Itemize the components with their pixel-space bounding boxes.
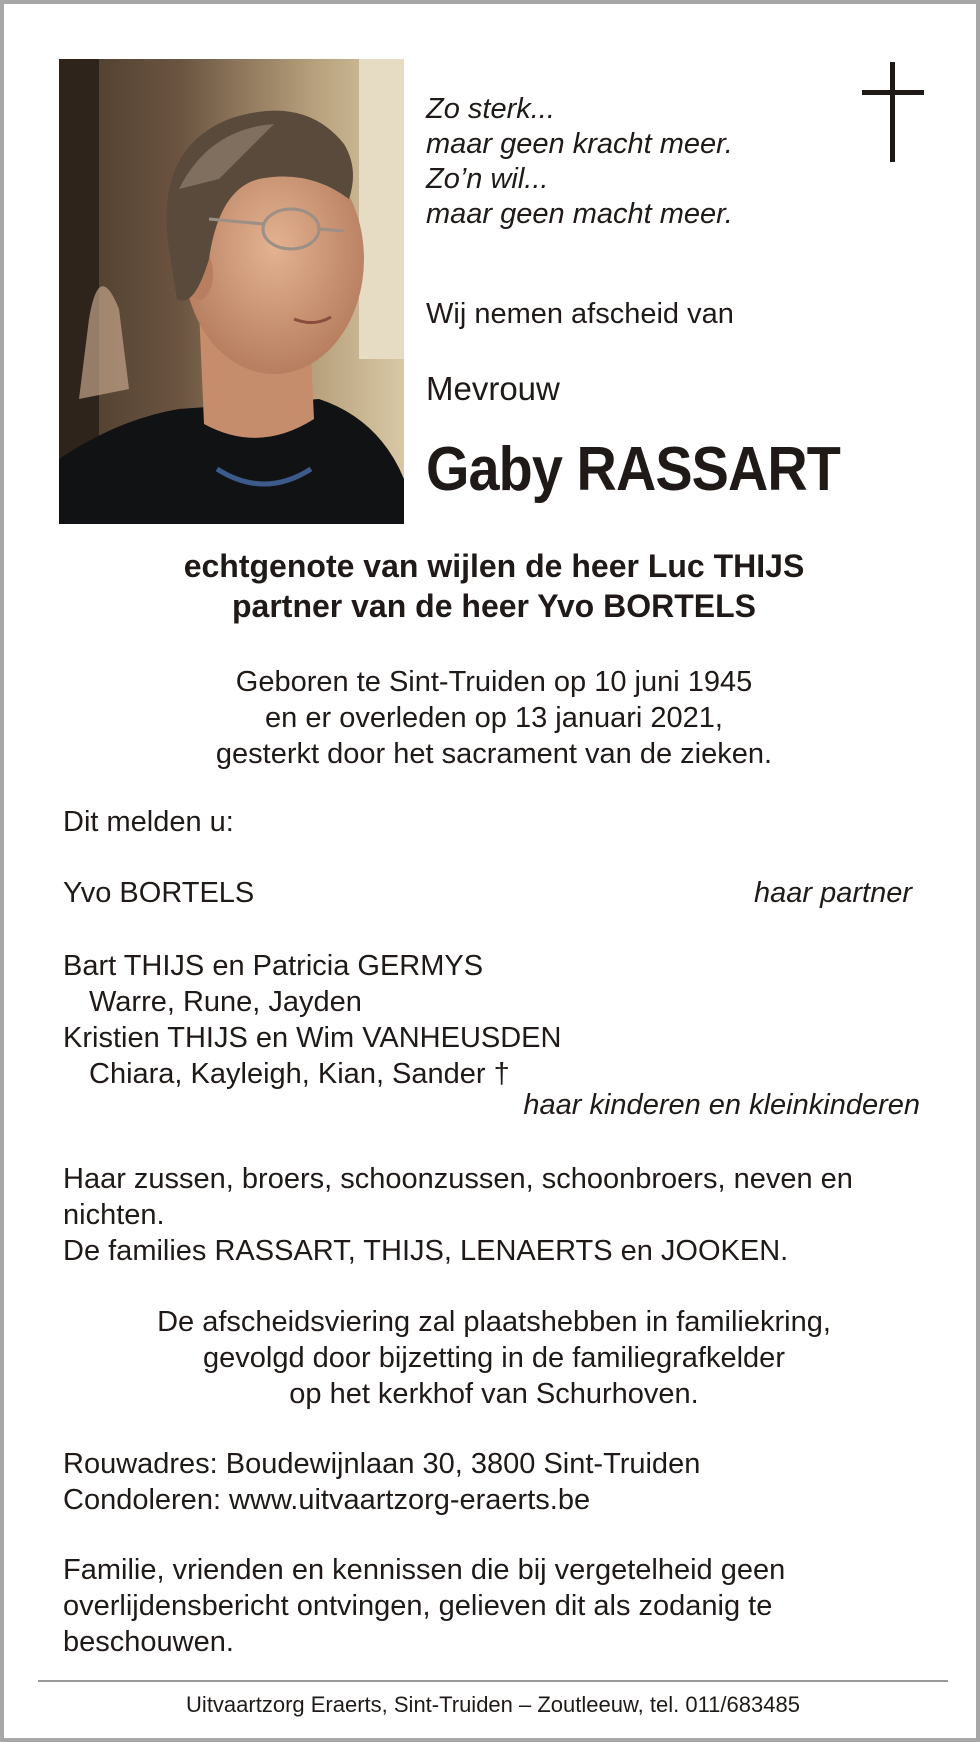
mourning-address: Rouwadres: Boudewijnlaan 30, 3800 Sint-Truiden <box>63 1448 701 1480</box>
notice-note: Familie, vrienden en kennissen die bij vergetelheid geen overlijdensbericht ontvingen, gelieven dit als zodanig te beschouwen. <box>63 1554 786 1658</box>
ceremony-line-1: De afscheidsviering zal plaatshebben in familiekring, <box>157 1306 831 1338</box>
poem-line-2: maar geen kracht meer. <box>426 128 733 160</box>
extended-family <box>63 1161 933 1269</box>
ceremony-info <box>44 1304 944 1412</box>
family-line: Bart THIJS en Patricia GERMYS <box>63 950 484 982</box>
relation-spouse: echtgenote van wijlen de heer Luc THIJS <box>183 548 805 584</box>
portrait-photo <box>59 59 404 524</box>
contact-info <box>63 1446 700 1518</box>
partner-name: Yvo BORTELS <box>63 877 255 909</box>
birth-death-info <box>44 664 944 772</box>
poem-line-4: maar geen macht meer. <box>426 198 733 230</box>
farewell-intro: Wij nemen afscheid van <box>426 298 734 330</box>
children-list <box>63 948 561 1092</box>
grandchildren-line: Warre, Rune, Jayden <box>89 986 362 1018</box>
siblings-line: Haar zussen, broers, schoonzussen, schoonbroers, neven en nichten. <box>63 1163 853 1231</box>
families-line: De families RASSART, THIJS, LENAERTS en JOOKEN. <box>63 1235 789 1267</box>
sacrament-line: gesterkt door het sacrament van de zieken. <box>215 738 773 770</box>
footer-divider <box>38 1680 948 1682</box>
poem <box>426 92 733 232</box>
ceremony-line-3: op het kerkhof van Schurhoven. <box>289 1378 699 1410</box>
relation-lines <box>44 546 944 626</box>
poem-line-3: Zo’n wil... <box>426 163 549 195</box>
condolence-website: Condoleren: www.uitvaartzorg-eraerts.be <box>63 1484 591 1516</box>
portrait-illustration <box>59 59 404 524</box>
deceased-name: Gaby RASSART <box>426 435 840 504</box>
grandchildren-line: Chiara, Kayleigh, Kian, Sander † <box>89 1058 510 1090</box>
family-line: Kristien THIJS en Wim VANHEUSDEN <box>63 1022 562 1054</box>
death-line: en er overleden op 13 januari 2021, <box>265 702 723 734</box>
honorific: Mevrouw <box>426 370 560 407</box>
funeral-home-footer: Uitvaartzorg Eraerts, Sint-Truiden – Zoutleeuw, tel. 011/683485 <box>186 1692 800 1717</box>
partner-role: haar partner <box>754 877 912 909</box>
ceremony-line-2: gevolgd door bijzetting in de familiegrafkelder <box>203 1342 785 1374</box>
birth-line: Geboren te Sint-Truiden op 10 juni 1945 <box>235 666 753 698</box>
relation-partner: partner van de heer Yvo BORTELS <box>231 588 756 624</box>
children-role: haar kinderen en kleinkinderen <box>523 1089 920 1121</box>
latin-cross-icon <box>862 62 924 162</box>
poem-line-1: Zo sterk... <box>426 93 555 125</box>
announcement-intro: Dit melden u: <box>63 806 234 838</box>
